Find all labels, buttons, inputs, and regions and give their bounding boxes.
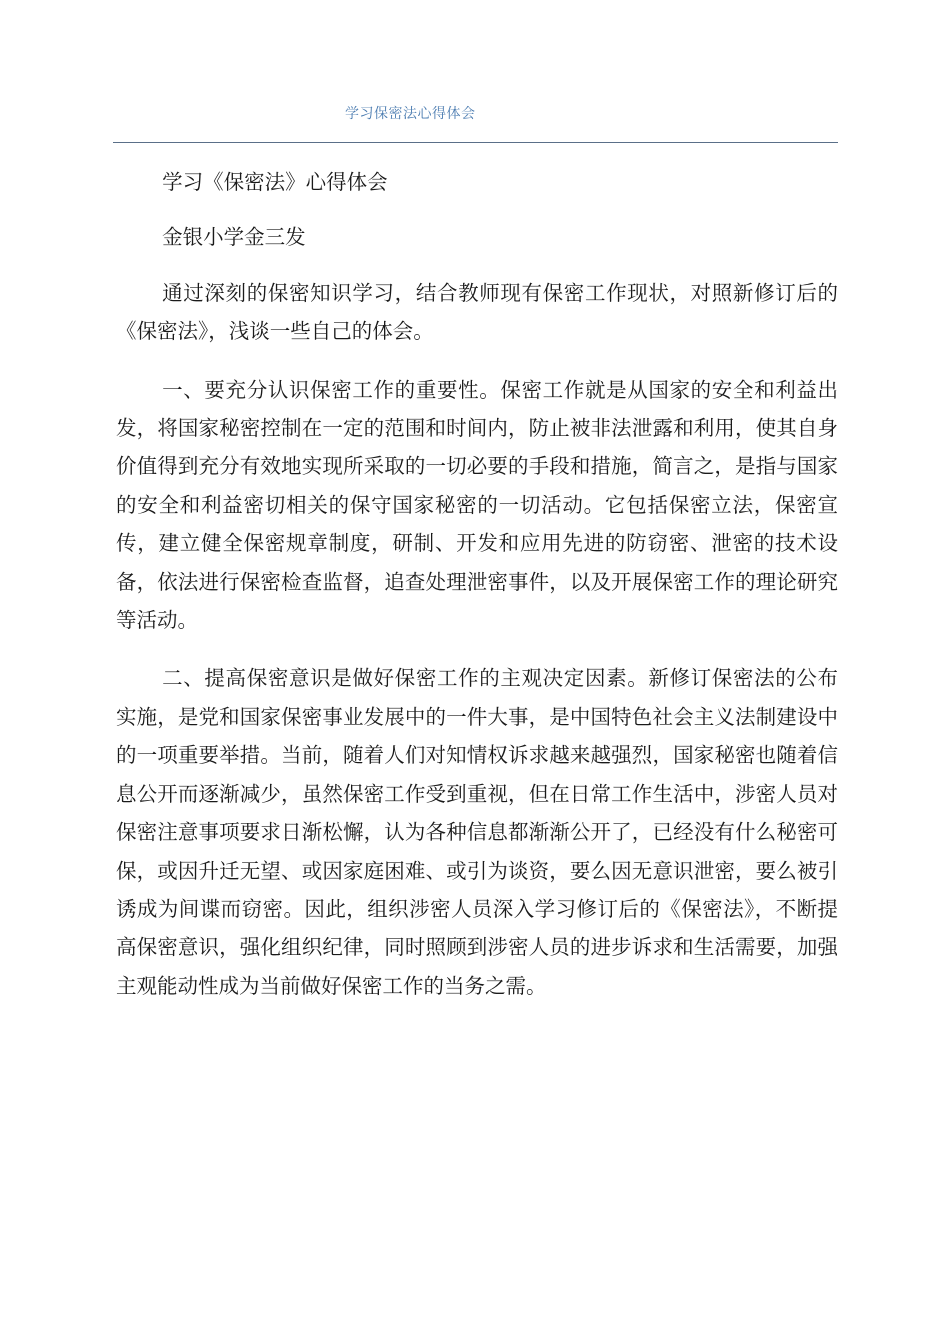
document-author: 金银小学金三发	[162, 225, 306, 250]
paragraph-section-two: 二、提高保密意识是做好保密工作的主观决定因素。新修订保密法的公布实施，是党和国家保密事业发展中的一件大事，是中国特色社会主义法制建设中的一项重要举措。当前，随着人们对知情权诉求越来越强烈，国家秘密也随着信息公开而逐渐减少，虽然保密工作受到重视，但在日常工作生活中，涉密人员对保密注意事项要求日渐松懈，认为各种信息都渐渐公开了，已经没有什么秘密可保，或因升迁无望、或因家庭困难、或引为谈资，要么因无意识泄密，要么被引诱成为间谍而窃密。因此，组织涉密人员深入学习修订后的《保密法》，不断提高保密意识，强化组织纪律，同时照顾到涉密人员的进步诉求和生活需要，加强主观能动性成为当前做好保密工作的当务之需。	[116, 666, 838, 998]
document-title: 学习《保密法》心得体会	[162, 170, 388, 194]
paragraph-intro: 通过深刻的保密知识学习，结合教师现有保密工作现状，对照新修订后的《保密法》，浅谈一些自己的体会。	[116, 280, 838, 344]
header-divider	[113, 142, 838, 143]
paragraph-section-one: 一、要充分认识保密工作的重要性。保密工作就是从国家的安全和利益出发，将国家秘密控制在一定的范围和时间内，防止被非法泄露和利用，使其自身价值得到充分有效地实现所采取的一切必要的手段和措施，简言之，是指与国家的安全和利益密切相关的保守国家秘密的一切活动。它包括保密立法，保密宣传，建立健全保密规章制度，研制、开发和应用先进的防窃密、泄密的技术设备，依法进行保密检查监督，追查处理泄密事件，以及开展保密工作的理论研究等活动。	[116, 377, 838, 633]
running-header: 学习保密法心得体会	[345, 106, 476, 122]
document-body	[116, 163, 838, 1025]
